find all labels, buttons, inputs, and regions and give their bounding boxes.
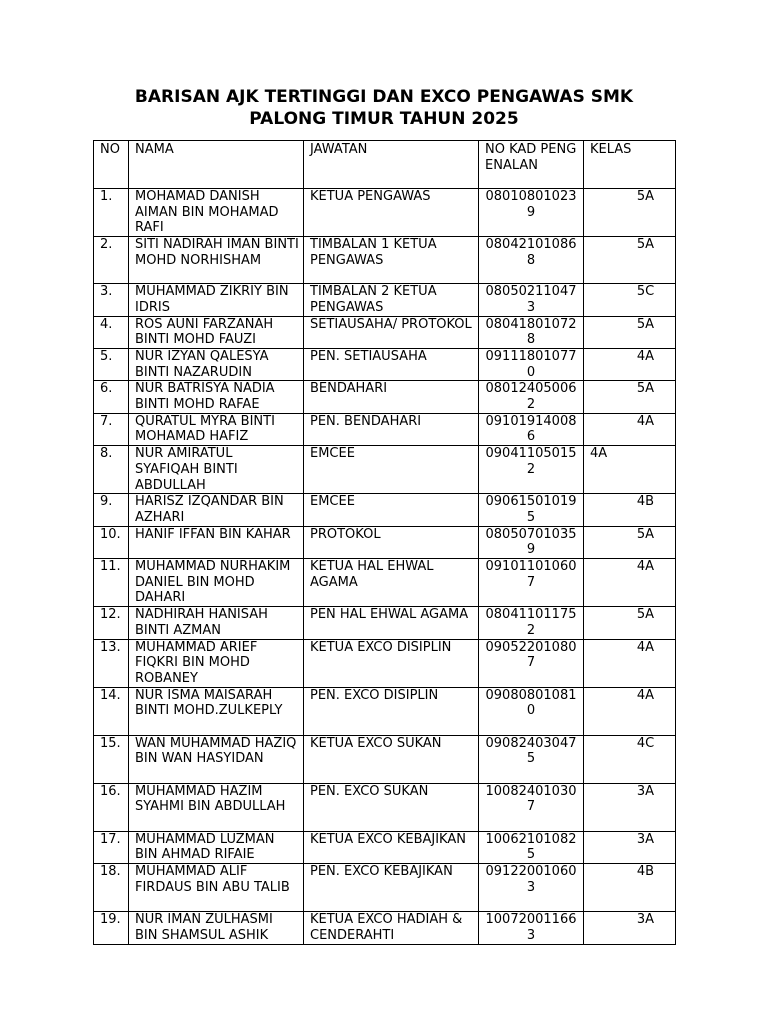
cell-no: 17. xyxy=(94,831,129,863)
table-body xyxy=(94,189,676,945)
cell-nokad: 091011010607 xyxy=(479,559,584,607)
table-row xyxy=(94,189,676,237)
cell-nama: MUHAMMAD ZIKRIY BIN IDRIS xyxy=(129,284,304,316)
cell-jawatan: EMCEE xyxy=(304,446,479,494)
cell-no: 14. xyxy=(94,687,129,735)
table-header-row xyxy=(94,141,676,189)
cell-jawatan: KETUA EXCO KEBAJIKAN xyxy=(304,831,479,863)
cell-nokad: 090522010807 xyxy=(479,639,584,687)
table-row xyxy=(94,494,676,526)
cell-nokad: 080502110473 xyxy=(479,284,584,316)
cell-jawatan: PEN. EXCO DISIPLIN xyxy=(304,687,479,735)
cell-jawatan: KETUA PENGAWAS xyxy=(304,189,479,237)
table-row xyxy=(94,559,676,607)
cell-jawatan: KETUA HAL EHWAL AGAMA xyxy=(304,559,479,607)
cell-no: 16. xyxy=(94,783,129,831)
cell-kelas: 4B xyxy=(584,494,676,526)
cell-jawatan: PEN HAL EHWAL AGAMA xyxy=(304,607,479,639)
cell-nama: MUHAMMAD LUZMAN BIN AHMAD RIFAIE xyxy=(129,831,304,863)
table-row xyxy=(94,413,676,445)
cell-nokad: 091220010603 xyxy=(479,864,584,912)
cell-nama: NADHIRAH HANISAH BINTI AZMAN xyxy=(129,607,304,639)
cell-kelas: 4A xyxy=(584,413,676,445)
cell-no: 12. xyxy=(94,607,129,639)
cell-kelas: 5A xyxy=(584,189,676,237)
cell-kelas: 4A xyxy=(584,348,676,380)
cell-nokad: 100621010825 xyxy=(479,831,584,863)
cell-jawatan: TIMBALAN 1 KETUA PENGAWAS xyxy=(304,237,479,284)
cell-nokad: 090808010810 xyxy=(479,687,584,735)
cell-no: 18. xyxy=(94,864,129,912)
cell-nama: HARISZ IZQANDAR BIN AZHARI xyxy=(129,494,304,526)
cell-kelas: 4A xyxy=(584,687,676,735)
cell-nokad: 091118010770 xyxy=(479,348,584,380)
cell-nokad: 080507010359 xyxy=(479,526,584,558)
cell-jawatan: TIMBALAN 2 KETUA PENGAWAS xyxy=(304,284,479,316)
cell-no: 9. xyxy=(94,494,129,526)
header-no: NO xyxy=(94,141,129,189)
header-nokad: NO KAD PENGENALAN xyxy=(479,141,584,189)
cell-jawatan: KETUA EXCO HADIAH & CENDERAHTI xyxy=(304,912,479,944)
table-row xyxy=(94,607,676,639)
cell-kelas: 3A xyxy=(584,912,676,944)
cell-jawatan: KETUA EXCO SUKAN xyxy=(304,735,479,783)
cell-kelas: 4B xyxy=(584,864,676,912)
cell-nama: QURATUL MYRA BINTI MOHAMAD HAFIZ xyxy=(129,413,304,445)
cell-jawatan: PROTOKOL xyxy=(304,526,479,558)
cell-no: 15. xyxy=(94,735,129,783)
committee-table xyxy=(93,140,676,945)
cell-nama: NUR IMAN ZULHASMI BIN SHAMSUL ASHIK xyxy=(129,912,304,944)
header-nama: NAMA xyxy=(129,141,304,189)
document-title xyxy=(0,86,768,130)
cell-no: 8. xyxy=(94,446,129,494)
cell-jawatan: BENDAHARI xyxy=(304,381,479,413)
cell-no: 1. xyxy=(94,189,129,237)
table-row xyxy=(94,526,676,558)
cell-nokad: 080124050062 xyxy=(479,381,584,413)
table-row xyxy=(94,446,676,494)
header-kelas: KELAS xyxy=(584,141,676,189)
cell-nokad: 090824030475 xyxy=(479,735,584,783)
cell-nama: MUHAMMAD NURHAKIM DANIEL BIN MOHD DAHARI xyxy=(129,559,304,607)
header-jawatan: JAWATAN xyxy=(304,141,479,189)
cell-nama: HANIF IFFAN BIN KAHAR xyxy=(129,526,304,558)
table-row xyxy=(94,912,676,944)
cell-jawatan: PEN. BENDAHARI xyxy=(304,413,479,445)
cell-kelas: 5A xyxy=(584,607,676,639)
cell-kelas: 4A xyxy=(584,559,676,607)
table-row xyxy=(94,237,676,284)
cell-nama: NUR BATRISYA NADIA BINTI MOHD RAFAE xyxy=(129,381,304,413)
title-line-2: PALONG TIMUR TAHUN 2025 xyxy=(249,109,519,129)
cell-nama: MOHAMAD DANISH AIMAN BIN MOHAMAD RAFI xyxy=(129,189,304,237)
cell-nama: MUHAMMAD HAZIM SYAHMI BIN ABDULLAH xyxy=(129,783,304,831)
cell-nokad: 080108010239 xyxy=(479,189,584,237)
table-row xyxy=(94,831,676,863)
cell-nokad: 091019140086 xyxy=(479,413,584,445)
cell-nama: SITI NADIRAH IMAN BINTI MOHD NORHISHAM xyxy=(129,237,304,284)
table-row xyxy=(94,864,676,912)
cell-no: 7. xyxy=(94,413,129,445)
cell-nokad: 080421010868 xyxy=(479,237,584,284)
cell-nokad: 080411011752 xyxy=(479,607,584,639)
cell-nokad: 090615010195 xyxy=(479,494,584,526)
cell-nama: MUHAMMAD ARIEF FIQKRI BIN MOHD ROBANEY xyxy=(129,639,304,687)
cell-no: 6. xyxy=(94,381,129,413)
cell-nokad: 090411050152 xyxy=(479,446,584,494)
cell-nama: MUHAMMAD ALIF FIRDAUS BIN ABU TALIB xyxy=(129,864,304,912)
cell-kelas: 4C xyxy=(584,735,676,783)
cell-kelas: 5A xyxy=(584,526,676,558)
cell-nokad: 100720011663 xyxy=(479,912,584,944)
cell-jawatan: PEN. SETIAUSAHA xyxy=(304,348,479,380)
cell-no: 13. xyxy=(94,639,129,687)
cell-kelas: 5A xyxy=(584,316,676,348)
cell-kelas: 5A xyxy=(584,237,676,284)
cell-no: 5. xyxy=(94,348,129,380)
cell-kelas: 3A xyxy=(584,783,676,831)
table-row xyxy=(94,687,676,735)
table-row xyxy=(94,735,676,783)
table-row xyxy=(94,348,676,380)
cell-nama: WAN MUHAMMAD HAZIQ BIN WAN HASYIDAN xyxy=(129,735,304,783)
cell-nama: ROS AUNI FARZANAH BINTI MOHD FAUZI xyxy=(129,316,304,348)
cell-no: 3. xyxy=(94,284,129,316)
cell-jawatan: PEN. EXCO SUKAN xyxy=(304,783,479,831)
cell-kelas: 5C xyxy=(584,284,676,316)
table-row xyxy=(94,284,676,316)
cell-kelas: 4A xyxy=(584,446,676,494)
cell-no: 2. xyxy=(94,237,129,284)
cell-jawatan: EMCEE xyxy=(304,494,479,526)
cell-nama: NUR AMIRATUL SYAFIQAH BINTI ABDULLAH xyxy=(129,446,304,494)
cell-jawatan: SETIAUSAHA/ PROTOKOL xyxy=(304,316,479,348)
cell-nokad: 080418010728 xyxy=(479,316,584,348)
table-row xyxy=(94,316,676,348)
table-row xyxy=(94,381,676,413)
cell-no: 11. xyxy=(94,559,129,607)
cell-nama: NUR IZYAN QALESYA BINTI NAZARUDIN xyxy=(129,348,304,380)
cell-no: 19. xyxy=(94,912,129,944)
table-row xyxy=(94,639,676,687)
cell-nama: NUR ISMA MAISARAH BINTI MOHD.ZULKEPLY xyxy=(129,687,304,735)
title-line-1: BARISAN AJK TERTINGGI DAN EXCO PENGAWAS SMK xyxy=(134,87,634,107)
cell-no: 10. xyxy=(94,526,129,558)
cell-jawatan: PEN. EXCO KEBAJIKAN xyxy=(304,864,479,912)
table-row xyxy=(94,783,676,831)
cell-no: 4. xyxy=(94,316,129,348)
cell-jawatan: KETUA EXCO DISIPLIN xyxy=(304,639,479,687)
cell-kelas: 3A xyxy=(584,831,676,863)
cell-kelas: 5A xyxy=(584,381,676,413)
cell-kelas: 4A xyxy=(584,639,676,687)
cell-nokad: 100824010307 xyxy=(479,783,584,831)
